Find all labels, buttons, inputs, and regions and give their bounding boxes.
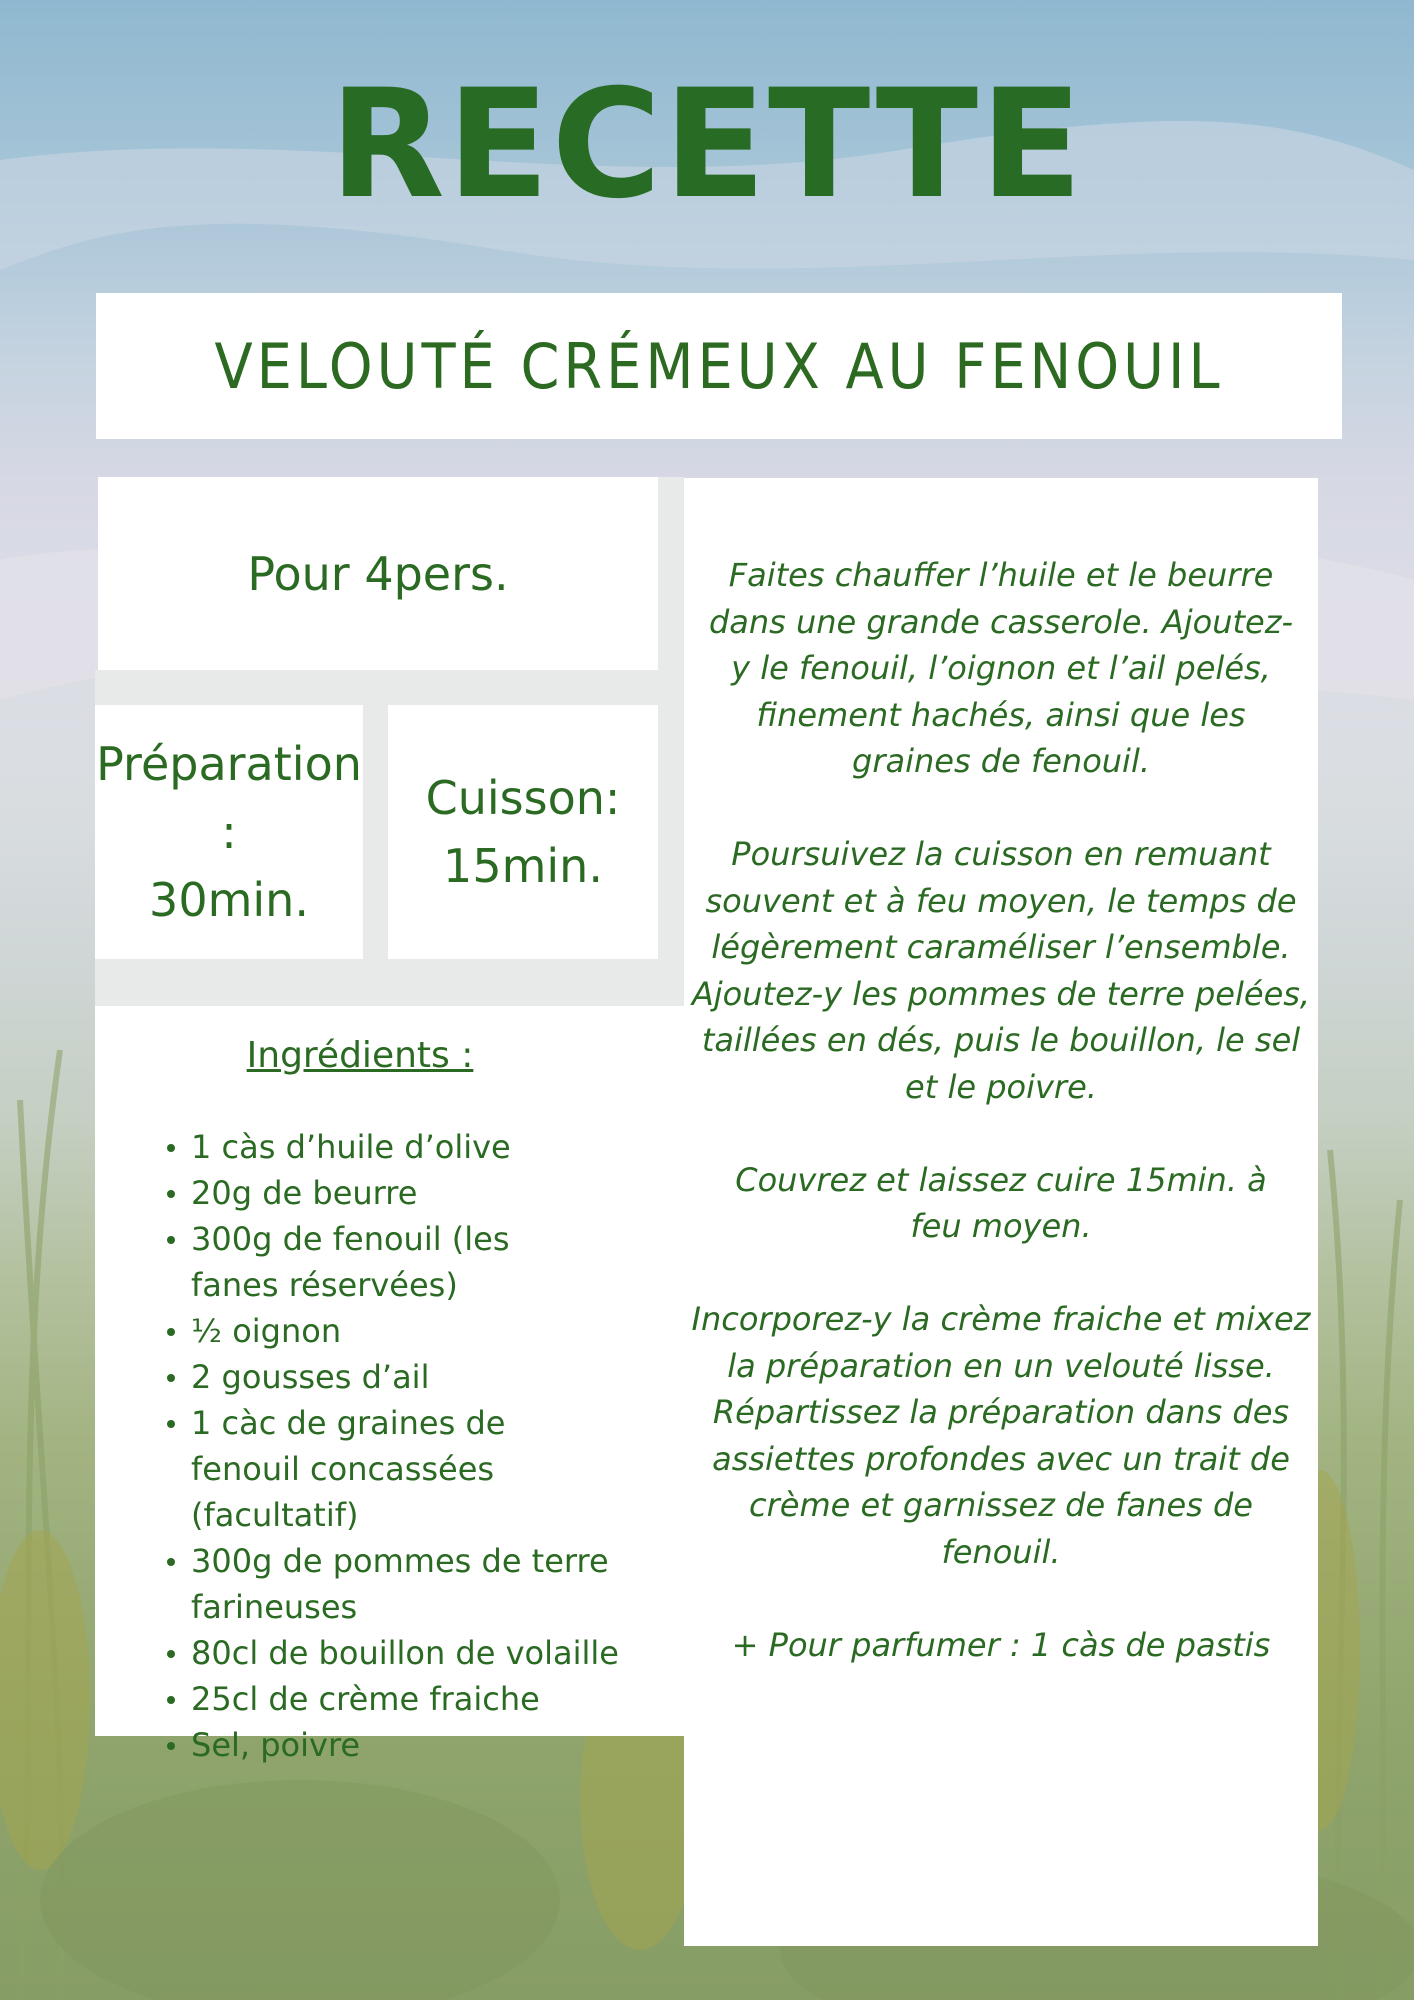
servings-box [98,477,658,670]
list-item: 1 càc de graines de fenouil concassées (facultatif) [191,1400,685,1538]
cook-label: Cuisson: [425,771,621,825]
bullet-icon [167,1144,175,1152]
list-item: 80cl de bouillon de volaille [191,1630,685,1676]
cooking-time-box [388,705,658,959]
list-item: 2 gousses d’ail [191,1354,685,1400]
cook-time: 15min. [443,839,603,893]
bullet-icon [167,1190,175,1198]
bullet-icon [167,1374,175,1382]
list-item: 20g de beurre [191,1170,685,1216]
instruction-step: Faites chauffer l’huile et le beurre dans une grande casserole. Ajoutez-y le fenouil, l’oignon et l’ail pelés, finement hachés, ainsi que les graines de fenouil. [708,556,1294,780]
ingredients-box [95,1006,685,1764]
bullet-icon [167,1328,175,1336]
bullet-icon [167,1420,175,1428]
instructions-box [684,478,1318,1946]
gray-divider [363,705,388,959]
recipe-name: VELOUTÉ CRÉMEUX AU FENOUIL [214,329,1224,403]
prep-time: 30min. [149,873,309,927]
instruction-step: Couvrez et laissez cuire 15min. à feu moyen. [735,1160,1267,1245]
ingredients-title: Ingrédients : [246,1035,474,1076]
bullet-icon [167,1696,175,1704]
list-item: 300g de pommes de terre farineuses [191,1538,685,1630]
bullet-icon [167,1650,175,1658]
bullet-icon [167,1558,175,1566]
list-item: ½ oignon [191,1308,685,1354]
list-item: Sel, poivre [191,1722,685,1768]
recipe-name-banner [96,293,1342,439]
list-item: 1 càs d’huile d’olive [191,1124,685,1170]
gray-divider [658,477,684,1006]
instruction-step: Incorporez-y la crème fraiche et mixez la préparation en un velouté lisse. Répartissez la préparation dans des assiettes profondes avec un trait de crème et garnissez de fanes de fenouil. [691,1300,1311,1571]
gray-divider [95,959,685,1006]
gray-divider [95,670,658,705]
list-item: 25cl de crème fraiche [191,1676,685,1722]
servings-text: Pour 4pers. [247,546,509,601]
bullet-icon [167,1742,175,1750]
instruction-tip: + Pour parfumer : 1 càs de pastis [731,1625,1271,1664]
instruction-step: Poursuivez la cuisson en remuant souvent et à feu moyen, le temps de légèrement caraméliser l’ensemble. Ajoutez-y les pommes de terre pelées, taillées en dés, puis le bouillon, le sel et le poivre. [691,835,1311,1106]
page-title: RECETTE [329,58,1085,232]
list-item: 300g de fenouil (les fanes réservées) [191,1216,685,1308]
prep-label: Préparation : [96,737,362,859]
preparation-time-box [95,705,363,959]
bullet-icon [167,1236,175,1244]
ingredients-list [95,1124,685,1768]
